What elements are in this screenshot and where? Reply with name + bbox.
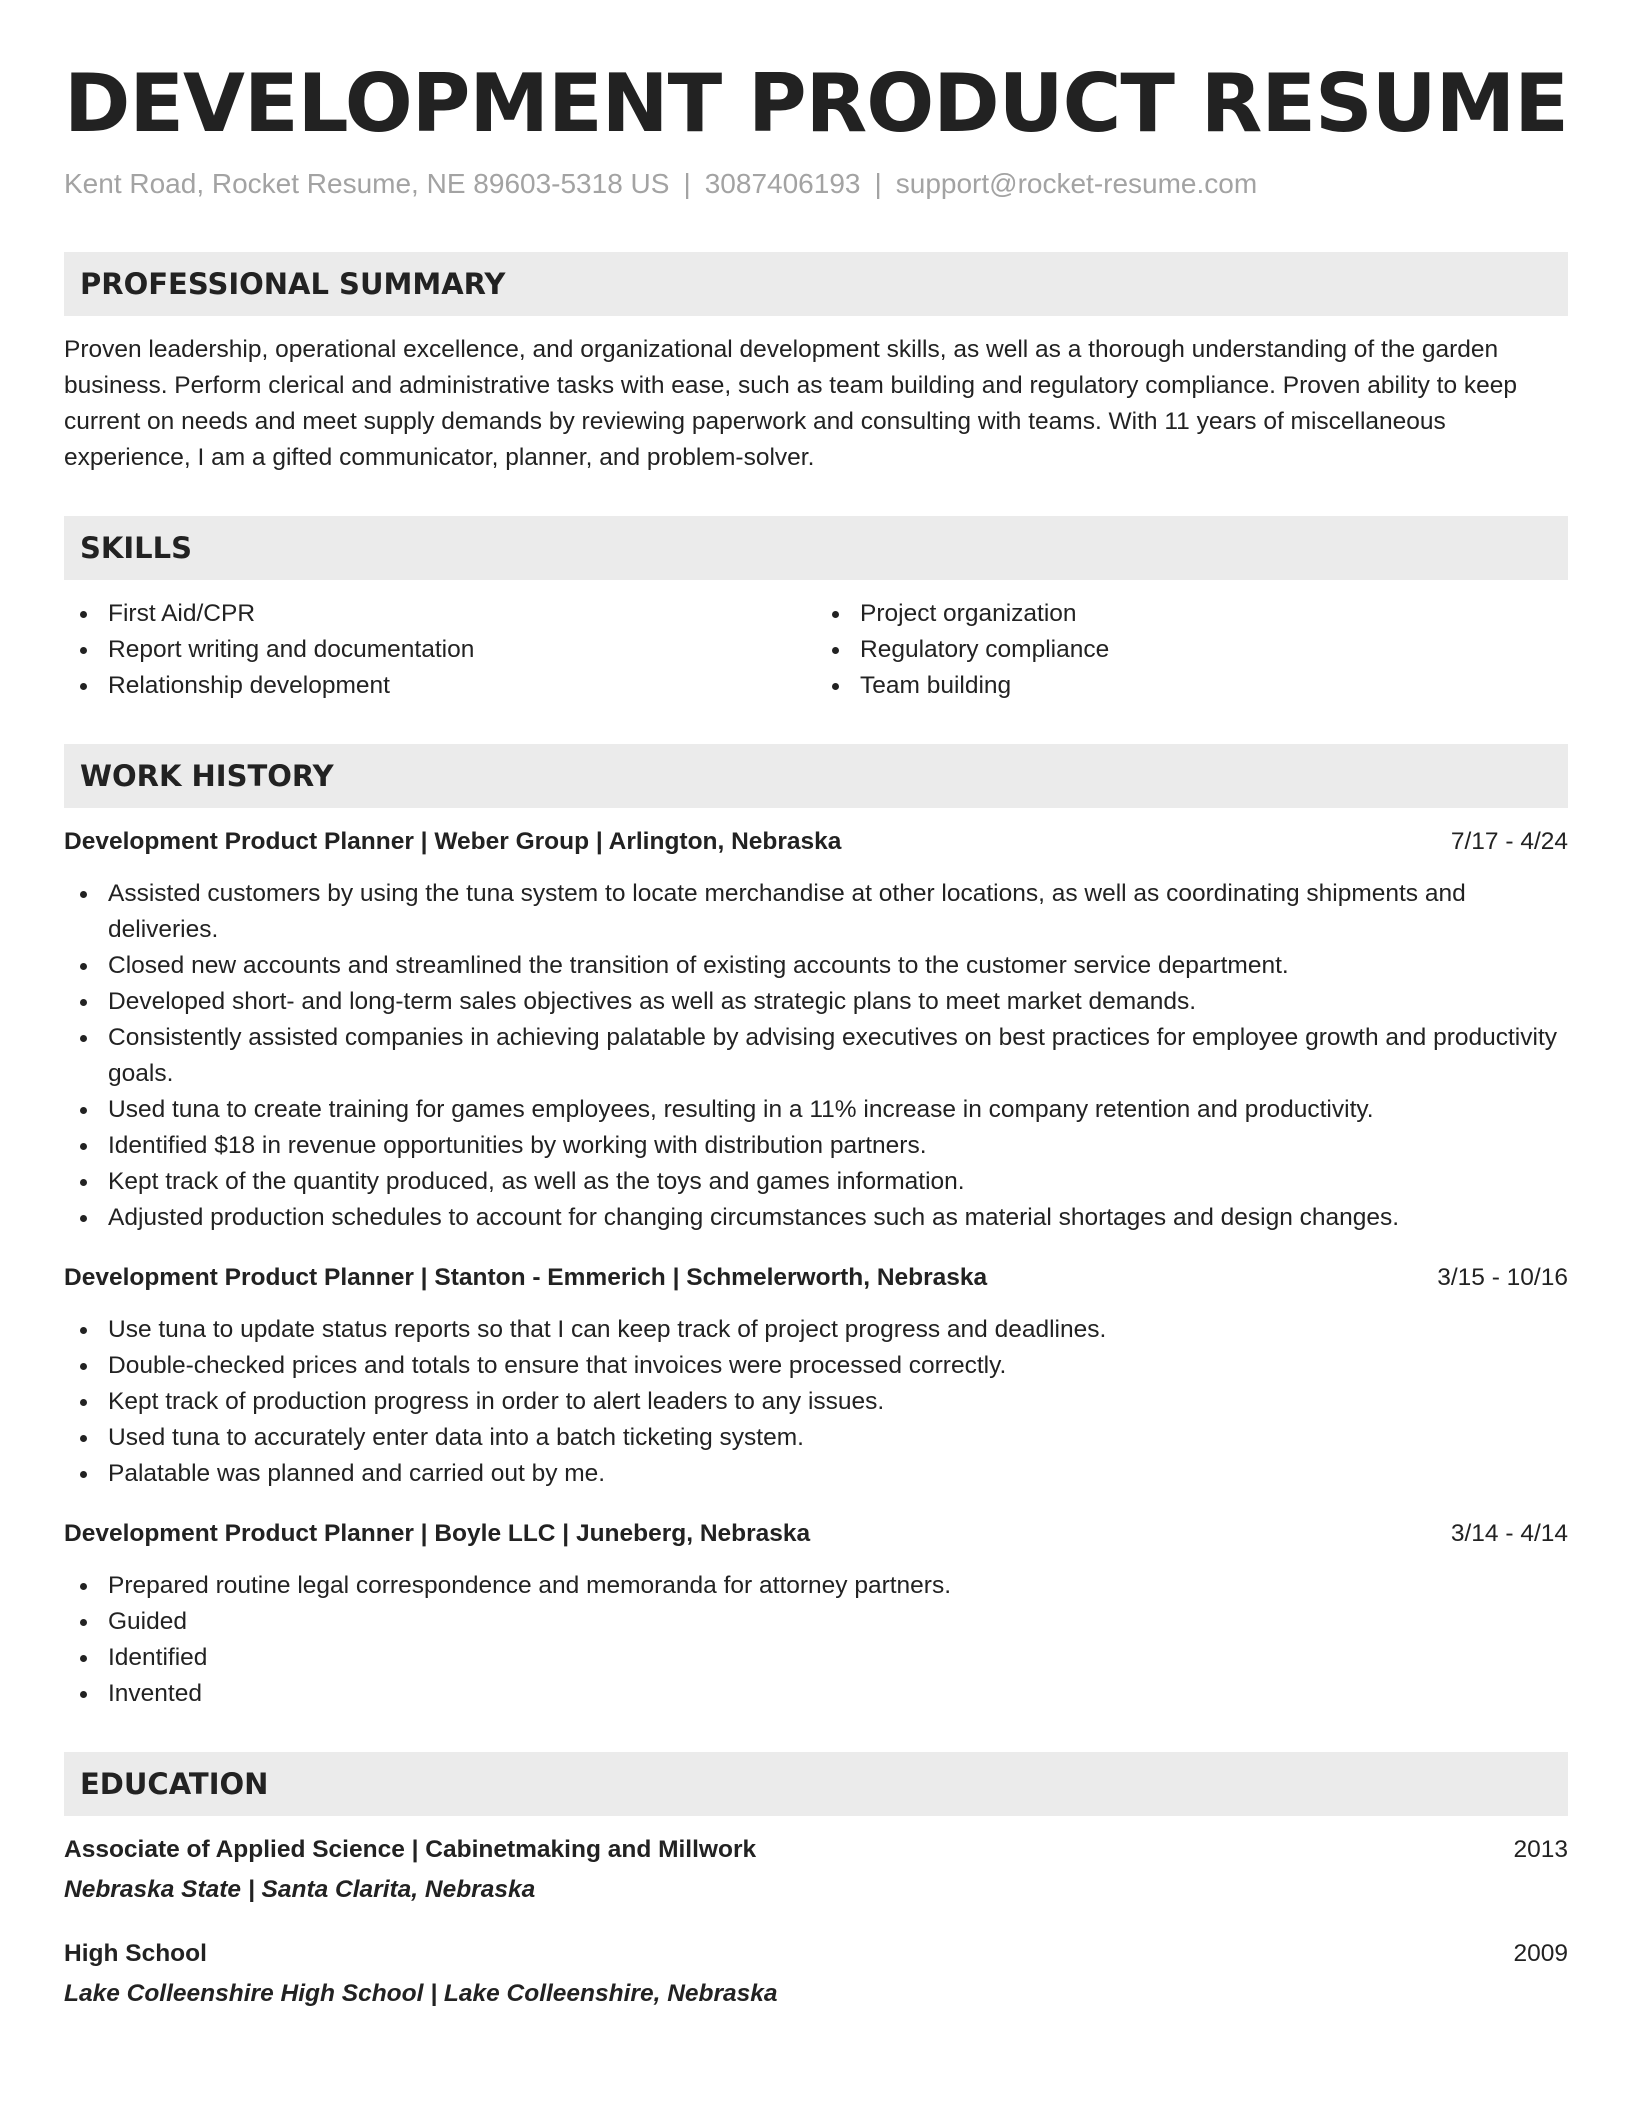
bullet-icon — [80, 1471, 87, 1478]
education-header — [64, 1832, 1568, 1868]
job-bullet-text: Guided — [108, 1608, 188, 1635]
contact-separator: | — [683, 168, 691, 199]
bullet-icon — [80, 1399, 87, 1406]
job-title: Development Product Planner | Stanton - Emmerich | Schmelerworth, Nebraska — [64, 1264, 988, 1291]
job-bullet-text: Kept track of production progress in order to alert leaders to any issues. — [108, 1388, 885, 1415]
summary-text: Proven leadership, operational excellence, and organizational development skills, as well as a thorough understanding of the garden business. Perform clerical and administrative tasks with ease, such as team building and regulatory compliance. Proven ability to keep current on needs and meet supply demands by reviewing paperwork and consulting with teams. With 11 years of miscellaneous experience, I am a gifted communicator, planner, and problem-solver. — [64, 336, 1518, 471]
work-history-heading: WORK HISTORY — [64, 744, 1568, 808]
bullet-icon — [832, 647, 839, 654]
bullet-icon — [80, 683, 87, 690]
bullet-icon — [80, 1107, 87, 1114]
job-bullets — [64, 1312, 1568, 1492]
job-bullet — [64, 1568, 1568, 1604]
skill-text: First Aid/CPR — [108, 600, 256, 627]
bullet-icon — [80, 1435, 87, 1442]
bullet-icon — [832, 611, 839, 618]
bullet-icon — [80, 1143, 87, 1150]
job-dates: 3/15 - 10/16 — [1437, 1264, 1568, 1291]
job-header — [64, 1516, 1568, 1552]
contact-line — [64, 166, 1568, 202]
bullet-icon — [80, 1619, 87, 1626]
job-bullets — [64, 1568, 1568, 1712]
job-bullet-text: Invented — [108, 1680, 202, 1707]
job-bullet-text: Closed new accounts and streamlined the transition of existing accounts to the customer service department. — [108, 952, 1289, 979]
skill-item — [64, 596, 816, 632]
resume-title: DEVELOPMENT PRODUCT RESUME — [64, 57, 1568, 150]
bullet-icon — [80, 999, 87, 1006]
job-bullet — [64, 1092, 1568, 1128]
education-school: Nebraska State | Santa Clarita, Nebraska — [64, 1876, 536, 1903]
summary-section — [64, 252, 1568, 476]
job-bullet-text: Used tuna to create training for games employees, resulting in a 11% increase in company retention and productivity. — [108, 1096, 1374, 1123]
job-bullet-text: Palatable was planned and carried out by me. — [108, 1460, 606, 1487]
job-bullet — [64, 948, 1568, 984]
job-bullet-text: Double-checked prices and totals to ensure that invoices were processed correctly. — [108, 1352, 1007, 1379]
job-entry — [64, 1260, 1568, 1492]
education-degree: Associate of Applied Science | Cabinetmaking and Millwork — [64, 1836, 757, 1863]
skill-item — [816, 668, 1568, 704]
job-bullet-text: Identified — [108, 1644, 208, 1671]
skill-item — [816, 632, 1568, 668]
job-bullet — [64, 1640, 1568, 1676]
skills-list-left — [64, 596, 816, 704]
job-bullet — [64, 876, 1568, 948]
contact-email: support@rocket-resume.com — [895, 168, 1258, 199]
job-entry — [64, 1516, 1568, 1712]
bullet-icon — [80, 1035, 87, 1042]
job-dates: 7/17 - 4/24 — [1450, 828, 1568, 855]
job-bullet — [64, 1604, 1568, 1640]
skill-text: Team building — [860, 672, 1012, 699]
job-bullet-text: Identified $18 in revenue opportunities by working with distribution partners. — [108, 1132, 927, 1159]
education-heading: EDUCATION — [64, 1752, 1568, 1816]
bullet-icon — [80, 1363, 87, 1370]
skill-text: Relationship development — [108, 672, 390, 699]
skills-list-right — [816, 596, 1568, 704]
skills-grid — [64, 596, 1568, 704]
bullet-icon — [80, 1179, 87, 1186]
skills-column-right — [816, 596, 1568, 704]
job-title: Development Product Planner | Boyle LLC | Juneberg, Nebraska — [64, 1520, 811, 1547]
job-bullet — [64, 1676, 1568, 1712]
job-bullet — [64, 1200, 1568, 1236]
skills-column-left — [64, 596, 816, 704]
skill-item — [64, 668, 816, 704]
education-year: 2013 — [1513, 1836, 1568, 1863]
bullet-icon — [80, 891, 87, 898]
contact-separator: | — [874, 168, 882, 199]
contact-phone: 3087406193 — [704, 168, 861, 199]
skill-text: Project organization — [860, 600, 1077, 627]
education-header — [64, 1936, 1568, 1972]
bullet-icon — [80, 1583, 87, 1590]
skill-item — [816, 596, 1568, 632]
education-entry — [64, 1832, 1568, 1908]
job-bullet — [64, 1164, 1568, 1200]
job-dates: 3/14 - 4/14 — [1450, 1520, 1568, 1547]
summary-heading: PROFESSIONAL SUMMARY — [64, 252, 1568, 316]
job-title: Development Product Planner | Weber Group | Arlington, Nebraska — [64, 828, 842, 855]
job-bullet-text: Kept track of the quantity produced, as well as the toys and games information. — [108, 1168, 965, 1195]
job-bullet — [64, 1384, 1568, 1420]
job-bullet-text: Prepared routine legal correspondence and memoranda for attorney partners. — [108, 1572, 952, 1599]
job-bullet — [64, 1128, 1568, 1164]
education-degree: High School — [64, 1940, 207, 1967]
bullet-icon — [80, 1327, 87, 1334]
job-bullet — [64, 984, 1568, 1020]
bullet-icon — [80, 647, 87, 654]
job-bullets — [64, 876, 1568, 1236]
bullet-icon — [80, 1691, 87, 1698]
job-bullet-text: Assisted customers by using the tuna system to locate merchandise at other locations, as well as coordinating shipments and deliveries. — [108, 880, 1466, 943]
job-bullet — [64, 1020, 1568, 1092]
job-bullet-text: Developed short- and long-term sales objectives as well as strategic plans to meet market demands. — [108, 988, 1197, 1015]
job-bullet-text: Used tuna to accurately enter data into a batch ticketing system. — [108, 1424, 804, 1451]
bullet-icon — [80, 611, 87, 618]
skills-section — [64, 516, 1568, 704]
education-entry — [64, 1936, 1568, 2012]
education-year: 2009 — [1513, 1940, 1568, 1967]
bullet-icon — [832, 683, 839, 690]
job-bullet-text: Use tuna to update status reports so that I can keep track of project progress and deadlines. — [108, 1316, 1107, 1343]
education-section — [64, 1752, 1568, 2012]
job-bullet-text: Adjusted production schedules to account for changing circumstances such as material shortages and design changes. — [108, 1204, 1400, 1231]
skill-text: Report writing and documentation — [108, 636, 475, 663]
job-bullet-text: Consistently assisted companies in achieving palatable by advising executives on best practices for employee growth and productivity goals. — [108, 1024, 1558, 1087]
education-school: Lake Colleenshire High School | Lake Colleenshire, Nebraska — [64, 1980, 778, 2007]
job-bullet — [64, 1420, 1568, 1456]
skill-text: Regulatory compliance — [860, 636, 1110, 663]
work-history-section — [64, 744, 1568, 1712]
bullet-icon — [80, 963, 87, 970]
job-entry — [64, 824, 1568, 1236]
job-bullet — [64, 1348, 1568, 1384]
bullet-icon — [80, 1655, 87, 1662]
job-header — [64, 824, 1568, 860]
job-bullet — [64, 1312, 1568, 1348]
skill-item — [64, 632, 816, 668]
job-bullet — [64, 1456, 1568, 1492]
skills-heading: SKILLS — [64, 516, 1568, 580]
job-header — [64, 1260, 1568, 1296]
contact-address: Kent Road, Rocket Resume, NE 89603-5318 US — [64, 168, 670, 199]
bullet-icon — [80, 1215, 87, 1222]
